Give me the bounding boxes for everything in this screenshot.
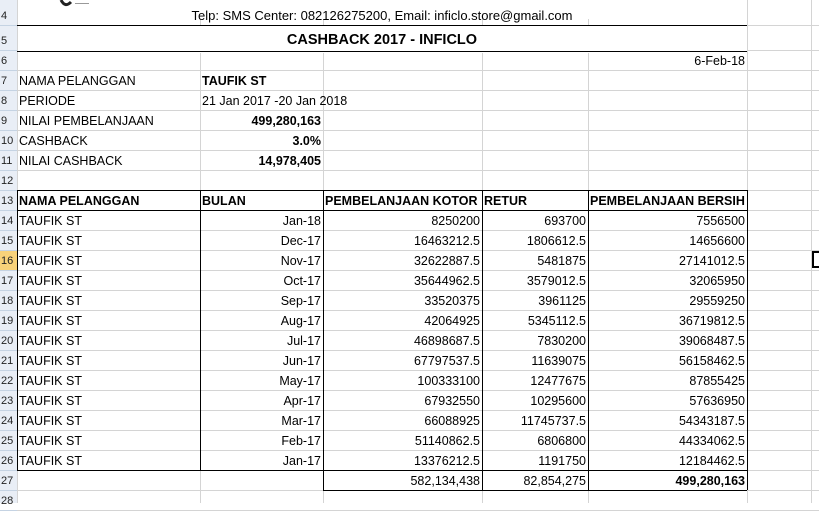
total-cell: 582,134,438 — [410, 474, 480, 488]
table-cell: Jun-17 — [282, 354, 321, 368]
row-number[interactable]: 26 — [0, 451, 17, 471]
table-cell: 32622887.5 — [413, 254, 480, 268]
table-cell: 1806612.5 — [526, 234, 586, 248]
table-cell: Sep-17 — [280, 294, 321, 308]
table-cell: 46898687.5 — [413, 334, 480, 348]
table-cell: 67797537.5 — [413, 354, 480, 368]
table-cell: 29559250 — [689, 294, 745, 308]
table-cell: 3961125 — [538, 294, 586, 308]
table-cell: 6806800 — [537, 434, 586, 448]
table-cell: 12184462.5 — [678, 454, 745, 468]
border — [17, 25, 747, 26]
table-cell: 12477675 — [530, 374, 586, 388]
contact-info: Telp: SMS Center: 082126275200, Email: inficlo.store@gmail.com — [191, 8, 573, 23]
table-cell: 693700 — [544, 214, 586, 228]
row-number[interactable]: 28 — [0, 491, 17, 511]
table-cell: 57636950 — [689, 394, 745, 408]
table-cell: 10295600 — [530, 394, 586, 408]
table-cell: TAUFIK ST — [19, 214, 82, 228]
table-cell: Jul-17 — [286, 334, 321, 348]
table-cell: 13376212.5 — [413, 454, 480, 468]
cell-cursor — [812, 251, 819, 268]
table-cell: TAUFIK ST — [19, 434, 82, 448]
row-number[interactable]: 12 — [0, 171, 17, 191]
table-cell: Dec-17 — [280, 234, 321, 248]
table-border — [323, 490, 747, 491]
row-number[interactable]: 19 — [0, 311, 17, 331]
summary-value: 499,280,163 — [251, 114, 321, 128]
table-cell: 54343187.5 — [678, 414, 745, 428]
table-cell: 5481875 — [537, 254, 586, 268]
table-cell: 8250200 — [431, 214, 480, 228]
column-header: NAMA PELANGGAN — [19, 194, 140, 208]
table-border — [588, 190, 589, 470]
table-cell: 7556500 — [696, 214, 745, 228]
summary-value: 3.0% — [292, 134, 321, 148]
summary-label: NILAI PEMBELANJAAN — [19, 114, 154, 128]
table-border — [482, 190, 483, 470]
column-header: BULAN — [202, 194, 246, 208]
row-number[interactable]: 27 — [0, 471, 17, 491]
table-cell: TAUFIK ST — [19, 274, 82, 288]
row-number[interactable]: 21 — [0, 351, 17, 371]
summary-label: NILAI CASHBACK — [19, 154, 123, 168]
table-cell: 32065950 — [689, 274, 745, 288]
table-cell: Oct-17 — [283, 274, 321, 288]
summary-value: 14,978,405 — [258, 154, 321, 168]
row-number[interactable]: 24 — [0, 411, 17, 431]
table-cell: 44334062.5 — [678, 434, 745, 448]
summary-label: NAMA PELANGGAN — [19, 74, 136, 88]
report-date: 6-Feb-18 — [694, 54, 745, 68]
table-cell: 11639075 — [531, 354, 586, 368]
table-cell: 39068487.5 — [678, 334, 745, 348]
row-number[interactable]: 4 — [0, 6, 17, 26]
table-cell: TAUFIK ST — [19, 254, 82, 268]
table-cell: 35644962.5 — [413, 274, 480, 288]
table-cell: TAUFIK ST — [19, 454, 82, 468]
summary-label: PERIODE — [19, 94, 76, 108]
table-cell: TAUFIK ST — [19, 354, 82, 368]
table-cell: TAUFIK ST — [19, 374, 82, 388]
row-number[interactable]: 5 — [0, 31, 17, 51]
row-number[interactable]: 7 — [0, 71, 17, 91]
table-cell: 33520375 — [424, 294, 480, 308]
table-border — [200, 190, 201, 470]
table-border — [323, 470, 324, 490]
row-number[interactable]: 18 — [0, 291, 17, 311]
table-cell: 87855425 — [689, 374, 745, 388]
row-number[interactable]: 25 — [0, 431, 17, 451]
table-cell: TAUFIK ST — [19, 234, 82, 248]
table-border — [747, 470, 748, 490]
table-cell: 5345112.5 — [527, 314, 586, 328]
column-header: RETUR — [484, 194, 528, 208]
row-number[interactable]: 8 — [0, 91, 17, 111]
row-number[interactable]: 11 — [0, 151, 17, 171]
table-cell: TAUFIK ST — [19, 414, 82, 428]
table-cell: TAUFIK ST — [19, 314, 82, 328]
table-cell: May-17 — [279, 374, 321, 388]
summary-value: TAUFIK ST — [202, 74, 267, 88]
table-cell: TAUFIK ST — [19, 394, 82, 408]
row-number[interactable]: 10 — [0, 131, 17, 151]
row-number[interactable]: 9 — [0, 111, 17, 131]
summary-value: 21 Jan 2017 -20 Jan 2018 — [202, 94, 348, 108]
table-cell: Nov-17 — [280, 254, 321, 268]
table-cell: 3579012.5 — [526, 274, 586, 288]
total-cell: 82,854,275 — [523, 474, 586, 488]
table-border — [482, 470, 483, 490]
row-number[interactable]: 23 — [0, 391, 17, 411]
page-title: CASHBACK 2017 - INFICLO — [286, 32, 478, 48]
table-cell: 16463212.5 — [413, 234, 480, 248]
table-border — [747, 190, 748, 470]
table-cell: 42064925 — [424, 314, 480, 328]
table-cell: Apr-17 — [283, 394, 321, 408]
table-border — [323, 190, 324, 470]
table-cell: 36719812.5 — [678, 314, 745, 328]
row-number[interactable]: 14 — [0, 211, 17, 231]
column-header: PEMBELANJAAN KOTOR — [325, 194, 478, 208]
table-cell: Aug-17 — [280, 314, 321, 328]
table-cell: 14656600 — [689, 234, 745, 248]
row-number[interactable]: 20 — [0, 331, 17, 351]
row-number[interactable]: 22 — [0, 371, 17, 391]
table-cell: 66088925 — [424, 414, 480, 428]
table-cell: Feb-17 — [281, 434, 321, 448]
table-border — [17, 210, 747, 211]
table-cell: Mar-17 — [281, 414, 321, 428]
table-cell: 100333100 — [417, 374, 480, 388]
table-cell: 7830200 — [537, 334, 586, 348]
row-number[interactable]: 15 — [0, 231, 17, 251]
column-header: PEMBELANJAAN BERSIH — [590, 194, 745, 208]
row-number[interactable]: 13 — [0, 191, 17, 211]
row-number[interactable]: 17 — [0, 271, 17, 291]
table-cell: 67932550 — [424, 394, 480, 408]
table-cell: 11745737.5 — [520, 414, 586, 428]
table-cell: 1191750 — [538, 454, 586, 468]
row-number[interactable]: 16 — [0, 251, 17, 271]
table-cell: 51140862.5 — [414, 434, 480, 448]
table-border — [17, 190, 747, 191]
table-cell: TAUFIK ST — [19, 294, 82, 308]
row-number[interactable]: 6 — [0, 51, 17, 71]
table-cell: TAUFIK ST — [19, 334, 82, 348]
total-cell: 499,280,163 — [675, 474, 745, 488]
row-header-column — [0, 0, 18, 507]
table-cell: Jan-17 — [282, 454, 321, 468]
table-border — [17, 470, 747, 471]
table-cell: Jan-18 — [282, 214, 321, 228]
summary-label: CASHBACK — [19, 134, 88, 148]
table-cell: 27141012.5 — [678, 254, 745, 268]
table-border — [588, 470, 589, 490]
table-border — [17, 190, 18, 470]
spreadsheet-grid[interactable] — [17, 0, 819, 503]
table-cell: 56158462.5 — [678, 354, 745, 368]
